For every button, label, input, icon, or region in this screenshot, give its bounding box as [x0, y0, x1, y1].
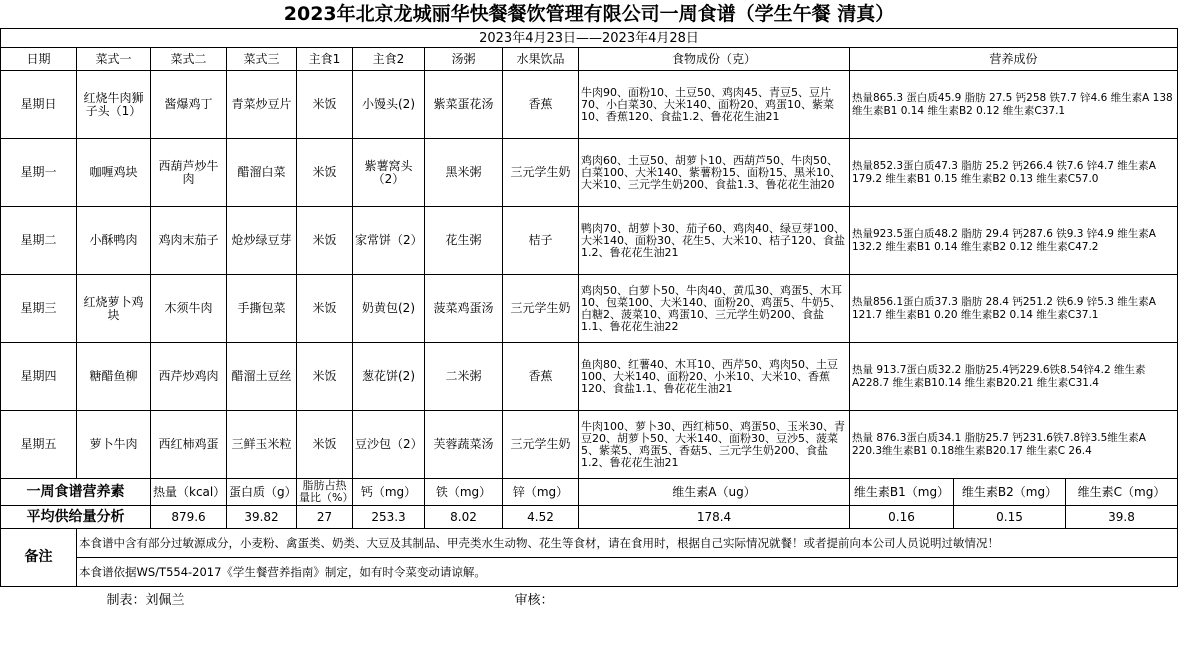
nutrition-cell: 热量865.3 蛋白质45.9 脂肪 27.5 钙258 铁7.7 锌4.6 维生素A 138 维生素B1 0.14 维生素B2 0.12 维生素C37.1 [850, 71, 1178, 139]
staple2-cell: 紫薯窝头（2） [353, 139, 425, 207]
fruit-cell: 香蕉 [503, 71, 579, 139]
dish2-cell: 西红柿鸡蛋 [151, 411, 227, 479]
day-label: 星期四 [1, 343, 77, 411]
fruit-cell: 三元学生奶 [503, 275, 579, 343]
summary-value-vitamin-b2: 0.15 [954, 506, 1066, 529]
dish2-cell: 西芹炒鸡肉 [151, 343, 227, 411]
summary-label-1: 一周食谱营养素 [1, 479, 151, 506]
staple2-cell: 奶黄包(2) [353, 275, 425, 343]
fruit-cell: 桔子 [503, 207, 579, 275]
header-fruit: 水果饮品 [503, 48, 579, 71]
summary-header-vitamin-c: 维生素C（mg） [1066, 479, 1178, 506]
dish3-cell: 醋溜白菜 [227, 139, 297, 207]
day-label: 星期三 [1, 275, 77, 343]
summary-value-iron: 8.02 [425, 506, 503, 529]
staple1-cell: 米饭 [297, 411, 353, 479]
summary-header-fat: 脂肪占热量比（%） [297, 479, 353, 506]
staple2-cell: 家常饼（2） [353, 207, 425, 275]
fruit-cell: 三元学生奶 [503, 139, 579, 207]
summary-header-calcium: 钙（mg） [353, 479, 425, 506]
summary-header-vitamin-b1: 维生素B1（mg） [850, 479, 954, 506]
staple1-cell: 米饭 [297, 343, 353, 411]
header-dish1: 菜式一 [77, 48, 151, 71]
summary-header-energy: 热量（kcal） [151, 479, 227, 506]
header-dish2: 菜式二 [151, 48, 227, 71]
dish1-cell: 小酥鸭肉 [77, 207, 151, 275]
staple1-cell: 米饭 [297, 71, 353, 139]
dish2-cell: 西葫芦炒牛肉 [151, 139, 227, 207]
day-label: 星期五 [1, 411, 77, 479]
dish3-cell: 手撕包菜 [227, 275, 297, 343]
soup-cell: 菠菜鸡蛋汤 [425, 275, 503, 343]
header-staple2: 主食2 [353, 48, 425, 71]
soup-cell: 紫菜蛋花汤 [425, 71, 503, 139]
staple2-cell: 葱花饼(2) [353, 343, 425, 411]
ingredients-cell: 鱼肉80、红薯40、木耳10、西芹50、鸡肉50、土豆100、大米140、面粉20、小米10、大米10、香蕉120、食盐1.1、鲁花花生油21 [579, 343, 850, 411]
notes-allergen: 本食谱中含有部分过敏源成分，小麦粉、禽蛋类、奶类、大豆及其制品、甲壳类水生动物、花生等食材，请在食用时，根据自己实际情况就餐！或者提前向本公司人员说明过敏情况！ [77, 529, 1178, 558]
summary-value-calcium: 253.3 [353, 506, 425, 529]
day-label: 星期日 [1, 71, 77, 139]
nutrition-cell: 热量 913.7蛋白质32.2 脂肪25.4钙229.6铁8.54锌4.2 维生素A228.7 维生素B10.14 维生素B20.21 维生素C31.4 [850, 343, 1178, 411]
dish2-cell: 鸡肉末茄子 [151, 207, 227, 275]
maker-label: 制表：刘佩兰 [106, 592, 185, 608]
dish3-cell: 三鲜玉米粒 [227, 411, 297, 479]
reviewer-label: 审核： [514, 592, 554, 608]
nutrition-cell: 热量852.3蛋白质47.3 脂肪 25.2 钙266.4 铁7.6 锌4.7 维生素A 179.2 维生素B1 0.15 维生素B2 0.13 维生素C57.0 [850, 139, 1178, 207]
summary-header-protein: 蛋白质（g） [227, 479, 297, 506]
dish1-cell: 红烧牛肉狮子头（1） [77, 71, 151, 139]
ingredients-cell: 牛肉100、萝卜30、西红柿50、鸡蛋50、玉米30、青豆20、胡萝卜50、大米140、面粉30、豆沙5、菠菜5、紫菜5、鸡蛋5、香菇5、三元学生奶200、食盐1.2、鲁花花生油21 [579, 411, 850, 479]
page-title: 2023年北京龙城丽华快餐餐饮管理有限公司一周食谱（学生午餐 清真） [1, 0, 1178, 29]
dish2-cell: 酱爆鸡丁 [151, 71, 227, 139]
ingredients-cell: 牛肉90、面粉10、土豆50、鸡肉45、青豆5、豆片70、小白菜30、大米140、面粉20、鸡蛋10、紫菜10、香蕉120、食盐1.2、鲁花花生油21 [579, 71, 850, 139]
nutrition-cell: 热量 876.3蛋白质34.1 脂肪25.7 钙231.6铁7.8锌3.5维生素A 220.3维生素B1 0.18维生素B20.17 维生素C 26.4 [850, 411, 1178, 479]
summary-value-fat: 27 [297, 506, 353, 529]
notes-label: 备注 [1, 529, 77, 587]
summary-header-zinc: 锌（mg） [503, 479, 579, 506]
ingredients-cell: 鸡肉60、土豆50、胡萝卜10、西葫芦50、牛肉50、白菜100、大米140、紫薯粉15、面粉15、黑米10、大米10、三元学生奶200、食盐1.3、鲁花花生油20 [579, 139, 850, 207]
table-row [1, 343, 1178, 411]
summary-header-vitamin-b2: 维生素B2（mg） [954, 479, 1066, 506]
staple1-cell: 米饭 [297, 275, 353, 343]
date-range: 2023年4月23日——2023年4月28日 [1, 29, 1178, 48]
staple2-cell: 小馒头(2) [353, 71, 425, 139]
dish3-cell: 醋溜土豆丝 [227, 343, 297, 411]
summary-value-vitamin-b1: 0.16 [850, 506, 954, 529]
header-ingredients: 食物成份（克） [579, 48, 850, 71]
soup-cell: 花生粥 [425, 207, 503, 275]
dish1-cell: 糖醋鱼柳 [77, 343, 151, 411]
day-label: 星期一 [1, 139, 77, 207]
fruit-cell: 香蕉 [503, 343, 579, 411]
day-label: 星期二 [1, 207, 77, 275]
summary-value-vitamin-c: 39.8 [1066, 506, 1178, 529]
header-dish3: 菜式三 [227, 48, 297, 71]
nutrition-cell: 热量856.1蛋白质37.3 脂肪 28.4 钙251.2 铁6.9 锌5.3 维生素A 121.7 维生素B1 0.20 维生素B2 0.14 维生素C37.1 [850, 275, 1178, 343]
summary-header-vitamin-a: 维生素A（ug） [579, 479, 850, 506]
staple1-cell: 米饭 [297, 207, 353, 275]
soup-cell: 黑米粥 [425, 139, 503, 207]
summary-label-2: 平均供给量分析 [1, 506, 151, 529]
summary-value-zinc: 4.52 [503, 506, 579, 529]
summary-header-iron: 铁（mg） [425, 479, 503, 506]
fruit-cell: 三元学生奶 [503, 411, 579, 479]
ingredients-cell: 鸡肉50、白萝卜50、牛肉40、黄瓜30、鸡蛋5、木耳10、包菜100、大米140、面粉20、鸡蛋5、牛奶5、白糖2、菠菜10、鸡蛋10、三元学生奶200、食盐1.1、鲁花花生油22 [579, 275, 850, 343]
header-date: 日期 [1, 48, 77, 71]
dish1-cell: 咖喱鸡块 [77, 139, 151, 207]
table-row [1, 275, 1178, 343]
header-nutrition: 营养成份 [850, 48, 1178, 71]
table-row [1, 71, 1178, 139]
dish2-cell: 木须牛肉 [151, 275, 227, 343]
dish3-cell: 炝炒绿豆芽 [227, 207, 297, 275]
nutrition-cell: 热量923.5蛋白质48.2 脂肪 29.4 钙287.6 铁9.3 锌4.9 维生素A 132.2 维生素B1 0.14 维生素B2 0.12 维生素C47.2 [850, 207, 1178, 275]
table-row [1, 139, 1178, 207]
table-row [1, 207, 1178, 275]
notes-standard: 本食谱依据WS/T554-2017《学生餐营养指南》制定，如有时令菜变动请谅解。 [77, 558, 1178, 587]
dish3-cell: 青菜炒豆片 [227, 71, 297, 139]
table-row [1, 411, 1178, 479]
summary-value-energy: 879.6 [151, 506, 227, 529]
ingredients-cell: 鸭肉70、胡萝卜30、茄子60、鸡肉40、绿豆芽100、大米140、面粉30、花生5、大米10、桔子120、食盐1.2、鲁花花生油21 [579, 207, 850, 275]
dish1-cell: 红烧萝卜鸡块 [77, 275, 151, 343]
staple1-cell: 米饭 [297, 139, 353, 207]
header-soup: 汤粥 [425, 48, 503, 71]
dish1-cell: 萝卜牛肉 [77, 411, 151, 479]
staple2-cell: 豆沙包（2） [353, 411, 425, 479]
soup-cell: 二米粥 [425, 343, 503, 411]
header-staple1: 主食1 [297, 48, 353, 71]
soup-cell: 芙蓉蔬菜汤 [425, 411, 503, 479]
summary-value-protein: 39.82 [227, 506, 297, 529]
summary-value-vitamin-a: 178.4 [579, 506, 850, 529]
